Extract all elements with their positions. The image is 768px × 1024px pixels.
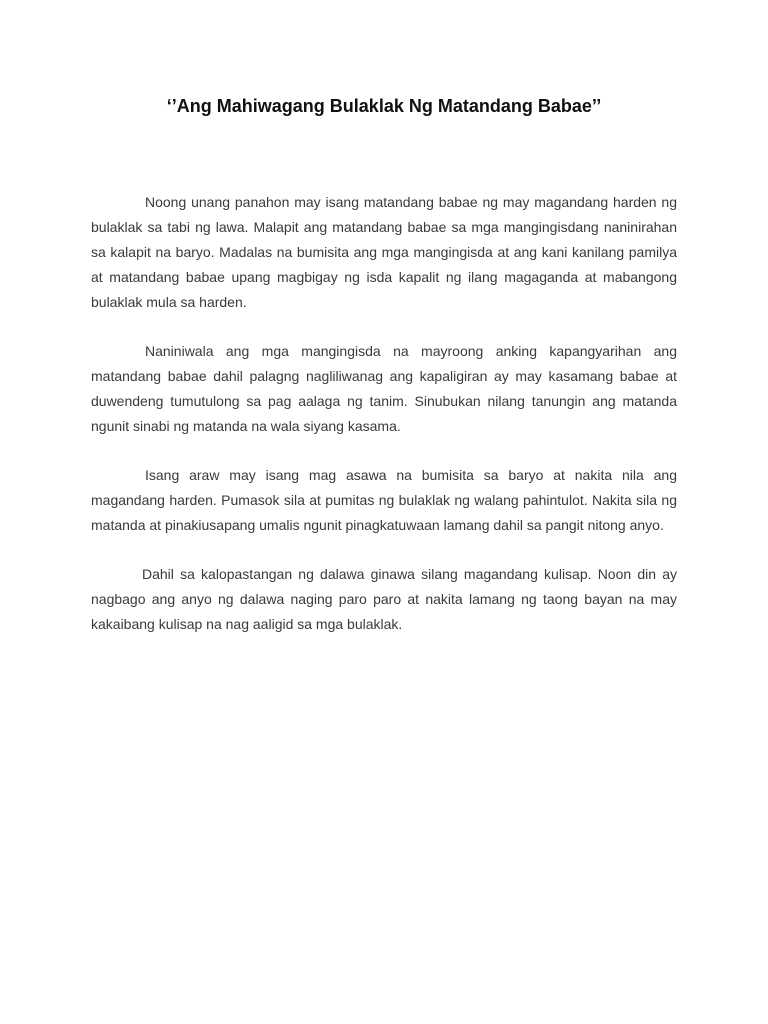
- paragraph-1: Noong unang panahon may isang matandang babae ng may magandang harden ng bulaklak sa tabi ng lawa. Malapit ang matandang babae sa mga mangingisdang naninirahan sa kalapit na baryo. Madalas na bumisita ang mga mangingisda at ang kani kanilang pamilya at matandang babae upang magbigay ng isda kapalit ng ilang magaganda at mabangong bulaklak mula sa harden.: [91, 194, 677, 310]
- document-body: [91, 190, 677, 661]
- paragraph-2: Naniniwala ang mga mangingisda na mayroong anking kapangyarihan ang matandang babae dahil palagng nagliliwanag ang kapaligiran ay may kasamang babae at duwendeng tumutulong sa pag aalaga ng tanim. Sinubukan nilang tanungin ang matanda ngunit sinabi ng matanda na wala siyang kasama.: [91, 343, 677, 434]
- document-title: ‘’Ang Mahiwagang Bulaklak Ng Matandang Babae’’: [166, 96, 602, 116]
- paragraph-3: Isang araw may isang mag asawa na bumisita sa baryo at nakita nila ang magandang harden. Pumasok sila at pumitas ng bulaklak ng walang pahintulot. Nakita sila ng matanda at pinakiusapang umalis ngunit pinagkatuwaan lamang dahil sa pangit nitong anyo.: [91, 467, 677, 533]
- paragraph-4: Dahil sa kalopastangan ng dalawa ginawa silang magandang kulisap. Noon din ay nagbago ang anyo ng dalawa naging paro paro at nakita lamang ng taong bayan na may kakaibang kulisap na nag aaligid sa mga bulaklak.: [91, 566, 677, 632]
